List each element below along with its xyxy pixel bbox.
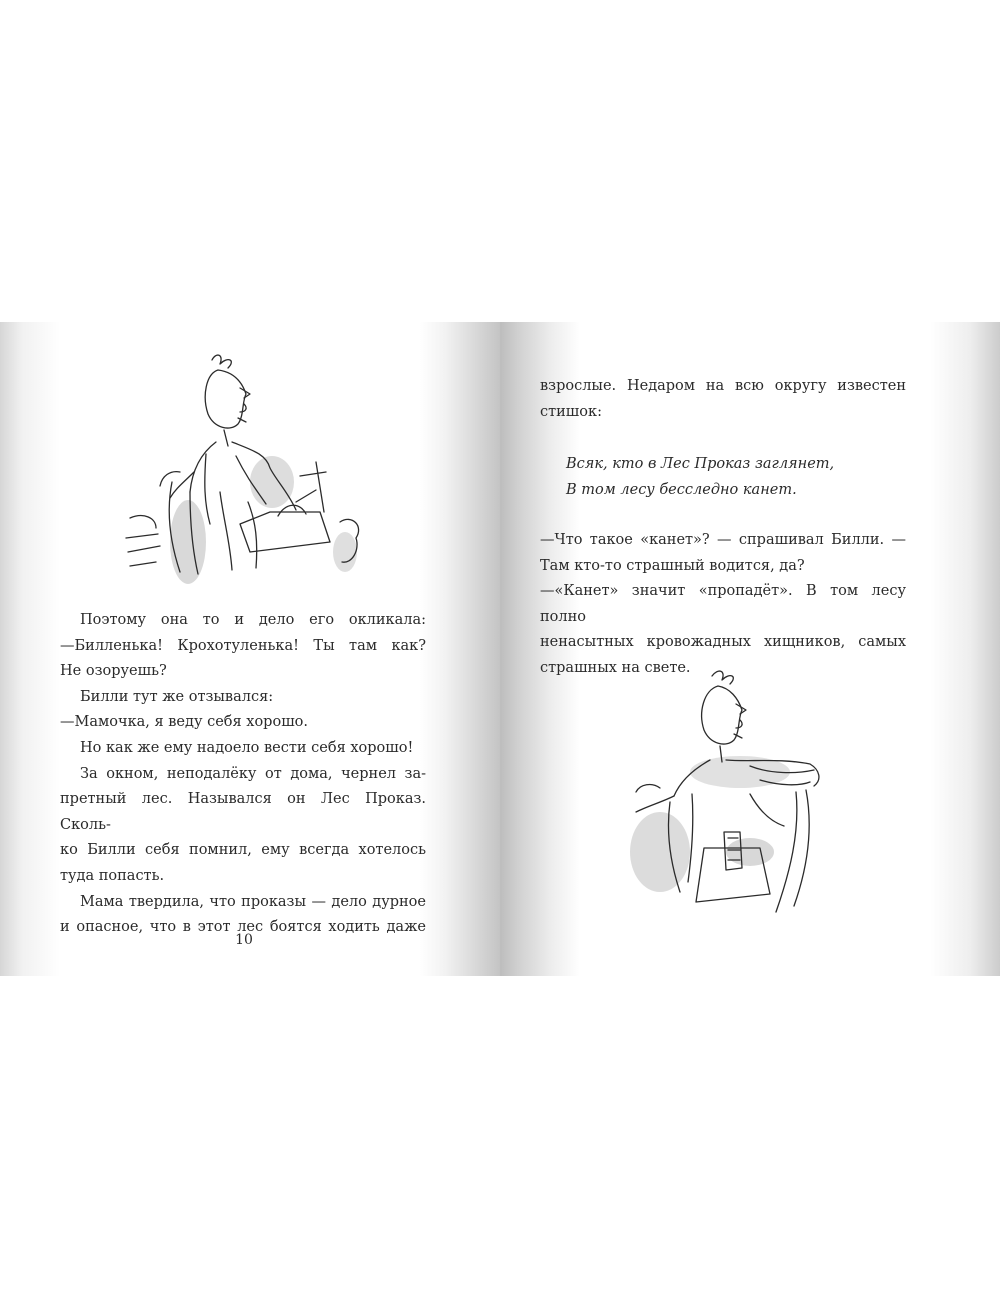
poem-line: В том лесу бесследно канет.: [566, 481, 797, 498]
illustration-woman-ironing: [120, 342, 370, 592]
text-line: Поэтому она то и дело его окликала:: [80, 612, 426, 628]
text-line: страшных на свете.: [540, 659, 691, 676]
page-number: 10: [235, 932, 253, 948]
right-page-text-mid: [540, 528, 906, 682]
book-spread: [0, 322, 1000, 976]
text-line: стишок:: [540, 403, 602, 420]
text-line: Билли тут же отзывался:: [80, 688, 274, 705]
text-line: претный лес. Назывался он Лес Проказ. Сколь-: [60, 791, 426, 833]
text-line: За окном, неподалёку от дома, чернел за-: [80, 765, 426, 782]
text-line: Но как же ему надоело вести себя хорошо!: [80, 739, 414, 756]
text-line: ненасытных кровожадных хищников, самых: [540, 634, 906, 651]
text-line: —Мамочка, я веду себя хорошо.: [60, 714, 309, 731]
illustration-woman-at-table: [600, 662, 840, 942]
text-line: ко Билли себя помнил, ему всегда хотелось: [60, 842, 426, 859]
text-line: Там кто-то страшный водится, да?: [540, 557, 805, 574]
text-line: Мама твердила, что проказы — дело дурное: [80, 893, 426, 910]
text-line: —Что такое «канет»? — спрашивал Билли. —: [540, 532, 906, 548]
text-line: и опасное, что в этот лес боятся ходить даже: [60, 919, 426, 936]
left-page-text: [60, 608, 426, 941]
right-page: [500, 322, 1000, 976]
text-line: туда попасть.: [60, 867, 165, 884]
right-page-text-top: [540, 374, 906, 425]
text-line: взрослые. Недаром на всю округу известен: [540, 378, 906, 394]
poem-line: Всяк, кто в Лес Проказ заглянет,: [566, 456, 835, 472]
text-line: —«Канет» значит «пропадёт». В том лесу полно: [540, 583, 906, 625]
poem: [566, 452, 896, 503]
text-line: —Билленька! Крохотуленька! Ты там как?: [60, 637, 426, 654]
left-page: [0, 322, 500, 976]
text-line: Не озоруешь?: [60, 663, 167, 680]
